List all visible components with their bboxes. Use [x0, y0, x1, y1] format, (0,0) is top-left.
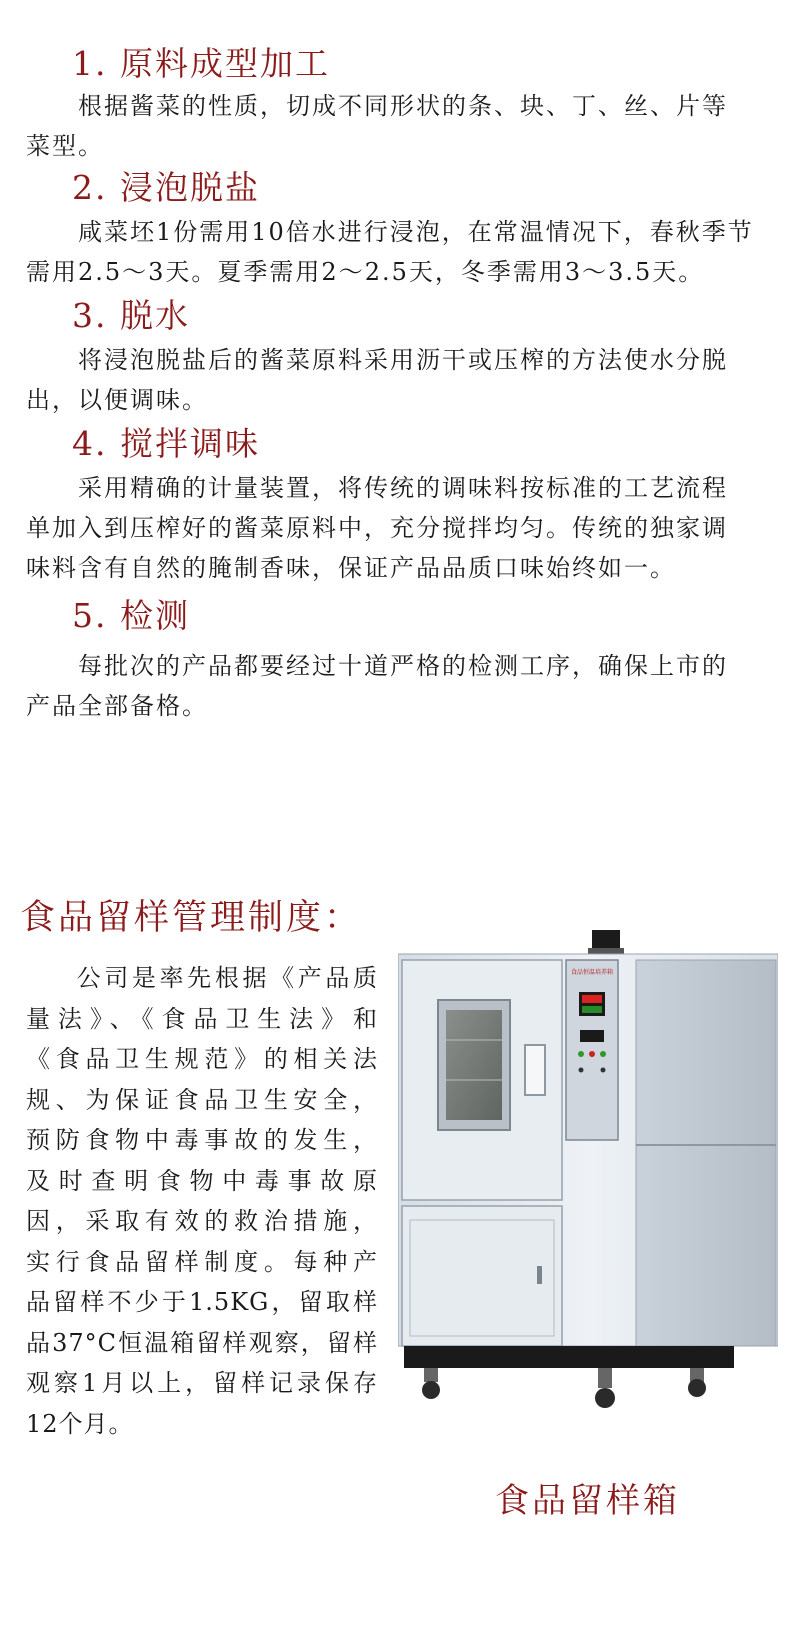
control-panel — [566, 960, 618, 1140]
retention-line-1: 公司是率先根据《产品质 — [74, 964, 378, 992]
step-2-line-1: 咸菜坯1份需用10倍水进行浸泡，在常温情况下，春秋季节 — [78, 218, 754, 246]
step-4-line-2: 单加入到压榨好的酱菜原料中，充分搅拌均匀。传统的独家调 — [26, 514, 728, 542]
retention-text — [26, 958, 378, 1444]
retention-line-9: 品留样不少于1.5KG，留取样 — [26, 1288, 378, 1316]
retention-title: 食品留样管理制度： — [20, 898, 363, 938]
step-1-text — [26, 86, 766, 166]
retention-line-11: 观察1月以上，留样记录保存 — [26, 1369, 378, 1397]
cabinet-caption: 食品留样箱 — [495, 1481, 680, 1521]
step-2-text — [26, 212, 766, 292]
step-5-line-2: 产品全部备格。 — [26, 692, 208, 720]
step-4-line-3: 味料含有自然的腌制香味，保证产品品质口味始终如一。 — [26, 554, 676, 582]
step-3-line-2: 出，以便调味。 — [26, 386, 208, 414]
step-1-line-1: 根据酱菜的性质，切成不同形状的条、块、丁、丝、片等 — [78, 92, 728, 120]
step-3-text — [26, 340, 766, 420]
step-5-heading: 5. 检测 — [72, 596, 190, 635]
step-4-text — [26, 468, 766, 588]
retention-line-10: 品37°C恒温箱留样观察，留样 — [26, 1328, 378, 1357]
retention-line-4: 规、为保证食品卫生安全， — [26, 1085, 378, 1114]
step-2-line-2: 需用2.5～3天。夏季需用2～2.5天，冬季需用3～3.5天。 — [26, 258, 705, 286]
step-4-line-1: 采用精确的计量装置，将传统的调味料按标准的工艺流程 — [78, 474, 728, 502]
step-5-line-1: 每批次的产品都要经过十道严格的检测工序，确保上市的 — [78, 652, 728, 680]
sample-cabinet-image — [398, 930, 778, 1430]
caster-wheels — [422, 1368, 706, 1408]
cabinet-base — [404, 1346, 734, 1368]
retention-line-7: 因，采取有效的救治措施， — [26, 1207, 378, 1235]
retention-line-5: 预防食物中毒事故的发生， — [26, 1126, 378, 1154]
step-3-line-1: 将浸泡脱盐后的酱菜原料采用沥干或压榨的方法使水分脱 — [78, 346, 728, 374]
step-1-heading: 1. 原料成型加工 — [72, 44, 330, 83]
step-5-text — [26, 646, 766, 726]
door-handle — [525, 1045, 545, 1095]
retention-line-3: 《食品卫生规范》的相关法 — [26, 1045, 378, 1073]
retention-line-2: 量法》、《食品卫生法》和 — [26, 1004, 378, 1033]
step-4-heading: 4. 搅拌调味 — [72, 424, 260, 463]
step-1-line-2: 菜型。 — [26, 132, 104, 160]
retention-line-12: 12个月。 — [26, 1409, 134, 1438]
step-2-heading: 2. 浸泡脱盐 — [72, 168, 260, 207]
cabinet-label: 食品恒温培养箱 — [570, 969, 614, 976]
retention-line-8: 实行食品留样制度。每种产 — [26, 1247, 378, 1276]
retention-line-6: 及时查明食物中毒事故原 — [26, 1166, 378, 1195]
step-3-heading: 3. 脱水 — [72, 296, 190, 335]
